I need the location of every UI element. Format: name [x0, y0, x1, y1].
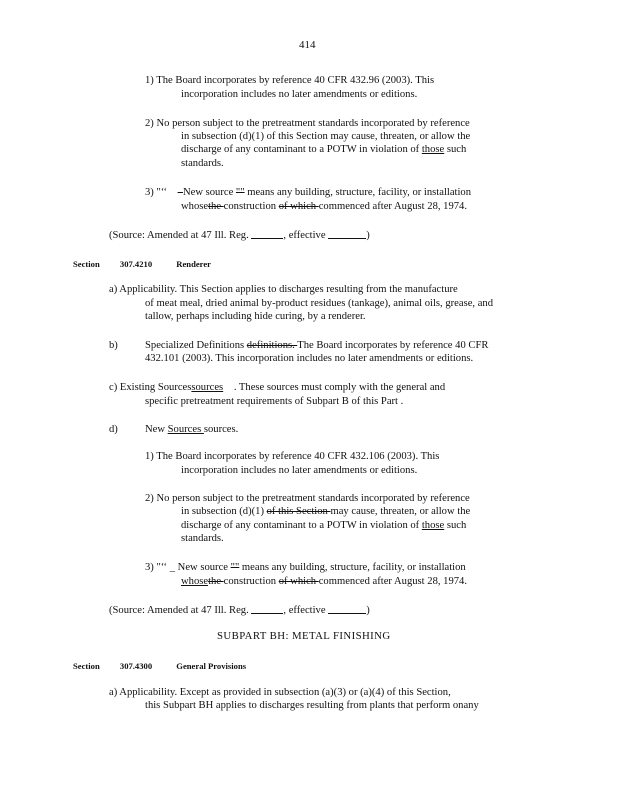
- paragraph-d1-first-cont: incorporation includes no later amendments or editions.: [181, 89, 418, 100]
- section-heading-4300: [73, 660, 246, 673]
- struck-deletion: "": [230, 562, 240, 573]
- text-run: New: [145, 424, 168, 435]
- text-run: 3) "‘‘: [145, 562, 168, 573]
- text-run: in subsection (d)(1): [181, 506, 267, 517]
- struck-deletion: of which: [278, 201, 319, 212]
- text-run: means any building, structure, facility, or installation: [244, 187, 472, 198]
- paragraph-a-subpart-bh-l2: this Subpart BH applies to discharges resulting from plants that perform onany: [145, 700, 479, 711]
- text-run: such: [444, 520, 467, 531]
- section-label: Section: [73, 661, 100, 671]
- paragraph-d2-second-l3: [181, 519, 466, 532]
- struck-deletion: of this Section: [266, 506, 331, 517]
- underlined-insertion: those: [421, 144, 445, 155]
- struck-deletion: –: [177, 187, 183, 198]
- paragraph-d2-second-l4: standards.: [181, 533, 224, 544]
- paragraph-b-label: b): [109, 340, 118, 351]
- text-run: ): [366, 605, 370, 616]
- blank-line: [328, 228, 366, 239]
- text-run: whose: [181, 201, 209, 212]
- text-run: discharge of any contaminant to a POTW in violation of: [181, 144, 422, 155]
- underlined-insertion: whose: [181, 576, 209, 587]
- paragraph-d1-second-cont: incorporation includes no later amendments or editions.: [181, 465, 418, 476]
- paragraph-d2-second: 2) No person subject to the pretreatment standards incorporated by reference: [145, 493, 470, 504]
- section-label: Section: [73, 259, 100, 269]
- struck-deletion: of which: [278, 576, 319, 587]
- text-run: c) Existing Sources: [109, 382, 192, 393]
- text-run: (Source: Amended at 47 Ill. Reg.: [109, 605, 252, 616]
- text-run: _ New source: [167, 562, 231, 573]
- section-number: 307.4300: [119, 661, 153, 671]
- paragraph-d3-first: [145, 186, 471, 199]
- section-title: General Provisions: [176, 661, 247, 671]
- text-run: construction: [223, 576, 279, 587]
- text-run: such: [444, 144, 467, 155]
- struck-deletion: the: [208, 576, 224, 587]
- text-run: The Board incorporates by reference 40 CFR: [297, 340, 489, 351]
- text-run: , effective: [283, 605, 329, 616]
- paragraph-b-l2: 432.101 (2003). This incorporation includes no later amendments or editions.: [145, 353, 474, 364]
- paragraph-d2-first-l2: in subsection (d)(1) of this Section may cause, threaten, or allow the: [181, 131, 471, 142]
- section-heading-4210: [73, 258, 211, 271]
- paragraph-a: a) Applicability. This Section applies to discharges resulting from the manufacture: [109, 284, 458, 295]
- paragraph-d3-second-cont: [181, 575, 467, 588]
- paragraph-d-label: d): [109, 424, 118, 435]
- text-run: Specialized Definitions: [145, 340, 247, 351]
- source-note-1: [109, 228, 370, 242]
- text-run: sources.: [203, 424, 239, 435]
- text-run: . These sources must comply with the general and: [231, 382, 446, 393]
- paragraph-d3-first-cont: [181, 200, 467, 213]
- paragraph-c: [109, 381, 445, 394]
- text-run: (Source: Amended at 47 Ill. Reg.: [109, 230, 252, 241]
- text-run: discharge of any contaminant to a POTW in violation of: [181, 520, 422, 531]
- text-run: 3) "‘‘: [145, 187, 168, 198]
- blank-line: [251, 603, 283, 614]
- paragraph-d: [145, 423, 238, 436]
- text-run: may cause, threaten, or allow the: [330, 506, 471, 517]
- paragraph-d1-first: 1) The Board incorporates by reference 40 CFR 432.96 (2003). This: [145, 75, 435, 86]
- paragraph-d2-first-l4: standards.: [181, 158, 224, 169]
- struck-deletion: "": [235, 187, 245, 198]
- struck-deletion: definitions.: [246, 340, 298, 351]
- paragraph-d3-second: [145, 561, 466, 574]
- section-title: Renderer: [176, 259, 211, 269]
- underlined-insertion: those: [421, 520, 445, 531]
- blank-line: [251, 228, 283, 239]
- text-run: construction: [223, 201, 279, 212]
- paragraph-d2-first-l3: [181, 143, 466, 156]
- paragraph-d2-second-l2: [181, 505, 470, 518]
- paragraph-c-l2: specific pretreatment requirements of Subpart B of this Part .: [145, 396, 404, 407]
- paragraph-d1-second: 1) The Board incorporates by reference 40 CFR 432.106 (2003). This: [145, 451, 440, 462]
- paragraph-a-l2: of meat meal, dried animal by-product residues (tankage), animal oils, grease, and: [145, 298, 493, 309]
- text-run: , effective: [283, 230, 329, 241]
- paragraph-a-subpart-bh: a) Applicability. Except as provided in subsection (a)(3) or (a)(4) of this Section,: [109, 687, 451, 698]
- section-number: 307.4210: [119, 259, 153, 269]
- underlined-insertion: sources: [191, 382, 224, 393]
- paragraph-d2-first: 2) No person subject to the pretreatment standards incorporated by reference: [145, 118, 470, 129]
- text-run: New source: [182, 187, 236, 198]
- text-run: ): [366, 230, 370, 241]
- paragraph-a-l3: tallow, perhaps including hide curing, by a renderer.: [145, 311, 366, 322]
- blank-line: [328, 603, 366, 614]
- page-number: 414: [299, 39, 316, 51]
- struck-deletion: the: [208, 201, 224, 212]
- subpart-heading: SUBPART BH: METAL FINISHING: [217, 630, 391, 642]
- text-run: means any building, structure, facility, or installation: [239, 562, 466, 573]
- text-run: commenced after August 28, 1974.: [318, 576, 467, 587]
- text-run: commenced after August 28, 1974.: [318, 201, 467, 212]
- underlined-insertion: Sources: [167, 424, 204, 435]
- paragraph-b: [145, 339, 488, 352]
- source-note-2: [109, 603, 370, 617]
